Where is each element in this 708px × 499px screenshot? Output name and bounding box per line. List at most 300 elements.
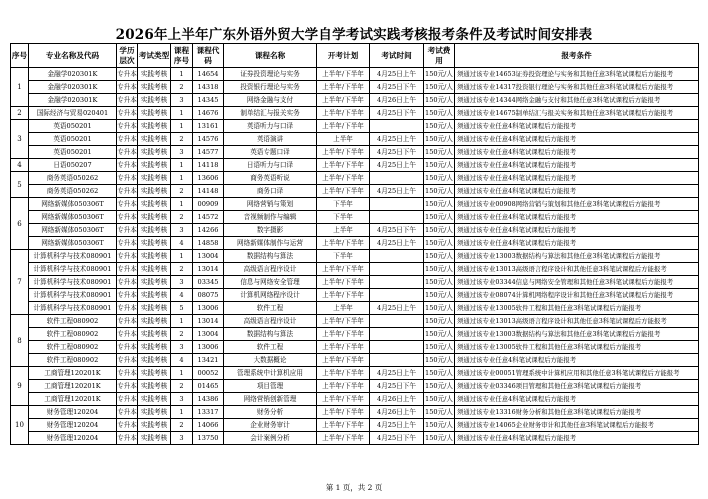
- course-no-cell: 3: [171, 276, 193, 289]
- time-cell: [370, 250, 424, 263]
- plan-cell: 上半年/下半年: [317, 172, 370, 185]
- time-cell: 4月25日上午: [370, 68, 424, 81]
- fee-cell: 150元/人: [424, 237, 455, 250]
- time-cell: 4月25日下午: [370, 432, 424, 445]
- course-no-cell: 1: [171, 159, 193, 172]
- plan-cell: 上半年/下半年: [317, 185, 370, 198]
- level-cell: 专升本: [117, 185, 138, 198]
- table-row: [11, 224, 699, 237]
- level-cell: 专升本: [117, 302, 138, 315]
- level-cell: 专升本: [117, 237, 138, 250]
- header-plan: 开考计划: [317, 44, 370, 68]
- seq-cell: 8: [11, 315, 29, 367]
- plan-cell: 上半年: [317, 302, 370, 315]
- type-cell: 实践考核: [138, 302, 171, 315]
- fee-cell: 150元/人: [424, 224, 455, 237]
- plan-cell: 上半年/下半年: [317, 94, 370, 107]
- fee-cell: 150元/人: [424, 328, 455, 341]
- course-name-cell: 制单结汇与报关实务: [224, 107, 317, 120]
- table-row: [11, 276, 699, 289]
- course-no-cell: 2: [171, 133, 193, 146]
- level-cell: 专升本: [117, 419, 138, 432]
- fee-cell: 150元/人: [424, 94, 455, 107]
- major-cell: 计算机科学与技术080901: [29, 263, 117, 276]
- fee-cell: 150元/人: [424, 380, 455, 393]
- table-row: [11, 367, 699, 380]
- fee-cell: 150元/人: [424, 250, 455, 263]
- course-code-cell: 14148: [193, 185, 224, 198]
- type-cell: 实践考核: [138, 328, 171, 341]
- fee-cell: 150元/人: [424, 276, 455, 289]
- major-cell: 网络新媒体050306T: [29, 211, 117, 224]
- header-seq: 序号: [11, 44, 29, 68]
- condition-cell: 须通过该专业任意4科笔试课程后方能报考: [455, 120, 699, 133]
- course-code-cell: 01465: [193, 380, 224, 393]
- fee-cell: 150元/人: [424, 211, 455, 224]
- seq-cell: 2: [11, 107, 29, 120]
- table-row: [11, 289, 699, 302]
- plan-cell: 上半年/下半年: [317, 276, 370, 289]
- plan-cell: 下半年: [317, 198, 370, 211]
- fee-cell: 150元/人: [424, 146, 455, 159]
- plan-cell: 上半年/下半年: [317, 146, 370, 159]
- fee-cell: 150元/人: [424, 172, 455, 185]
- type-cell: 实践考核: [138, 393, 171, 406]
- course-code-cell: 00909: [193, 198, 224, 211]
- condition-cell: 须通过该专业任意4科笔试课程后方能报考: [455, 146, 699, 159]
- course-name-cell: 日语听力与口译: [224, 159, 317, 172]
- course-no-cell: 1: [171, 315, 193, 328]
- condition-cell: 须通过该专业任意4科笔试课程后方能报考: [455, 432, 699, 445]
- seq-cell: 10: [11, 406, 29, 445]
- condition-cell: 须通过该专业14065企业财务审计和其他任意3科笔试课程后方能报考: [455, 419, 699, 432]
- course-no-cell: 1: [171, 250, 193, 263]
- time-cell: [370, 341, 424, 354]
- condition-cell: 须通过该专业13013高级语言程序设计和其他任意3科笔试课程后方能报考: [455, 263, 699, 276]
- table-row: [11, 354, 699, 367]
- type-cell: 实践考核: [138, 224, 171, 237]
- plan-cell: 上半年/下半年: [317, 419, 370, 432]
- course-code-cell: 14654: [193, 68, 224, 81]
- major-cell: 软件工程080902: [29, 354, 117, 367]
- level-cell: 专升本: [117, 94, 138, 107]
- level-cell: 专升本: [117, 146, 138, 159]
- header-time: 考试时间: [370, 44, 424, 68]
- time-cell: 4月25日上午: [370, 185, 424, 198]
- major-cell: 计算机科学与技术080901: [29, 250, 117, 263]
- time-cell: [370, 328, 424, 341]
- type-cell: 实践考核: [138, 211, 171, 224]
- major-cell: 软件工程080902: [29, 328, 117, 341]
- condition-cell: 须通过该专业14317投资银行理论与实务和其他任意3科笔试课程后方能报考: [455, 81, 699, 94]
- major-cell: 网络新媒体050306T: [29, 237, 117, 250]
- time-cell: 4月26日上午: [370, 406, 424, 419]
- level-cell: 专升本: [117, 224, 138, 237]
- major-cell: 商务英语050262: [29, 185, 117, 198]
- course-code-cell: 14577: [193, 146, 224, 159]
- level-cell: 专升本: [117, 341, 138, 354]
- major-cell: 英语050201: [29, 133, 117, 146]
- table-row: [11, 133, 699, 146]
- type-cell: 实践考核: [138, 354, 171, 367]
- condition-cell: 须通过该专业13013高级语言程序设计和其他任意3科笔试课程后方能报考: [455, 315, 699, 328]
- type-cell: 实践考核: [138, 94, 171, 107]
- table-body: [11, 68, 699, 445]
- plan-cell: 上半年/下半年: [317, 81, 370, 94]
- course-name-cell: 数据结构与算法: [224, 328, 317, 341]
- plan-cell: 下半年: [317, 250, 370, 263]
- course-code-cell: 14066: [193, 419, 224, 432]
- time-cell: 4月25日下午: [370, 107, 424, 120]
- course-no-cell: 1: [171, 107, 193, 120]
- major-cell: 计算机科学与技术080901: [29, 276, 117, 289]
- seq-cell: 4: [11, 159, 29, 172]
- type-cell: 实践考核: [138, 341, 171, 354]
- course-no-cell: 2: [171, 211, 193, 224]
- course-name-cell: 信息与网络安全管理: [224, 276, 317, 289]
- course-name-cell: 网络营销与策划: [224, 198, 317, 211]
- table-row: [11, 107, 699, 120]
- course-code-cell: 13006: [193, 302, 224, 315]
- course-name-cell: 英语演讲: [224, 133, 317, 146]
- type-cell: 实践考核: [138, 367, 171, 380]
- course-name-cell: 数据结构与算法: [224, 250, 317, 263]
- major-cell: 工商管理120201K: [29, 380, 117, 393]
- condition-cell: 须通过该专业任意4科笔试课程后方能报考: [455, 393, 699, 406]
- course-code-cell: 00052: [193, 367, 224, 380]
- major-cell: 网络新媒体050306T: [29, 198, 117, 211]
- level-cell: 专升本: [117, 211, 138, 224]
- table-row: [11, 81, 699, 94]
- time-cell: [370, 354, 424, 367]
- header-condition: 报考条件: [455, 44, 699, 68]
- plan-cell: 上半年/下半年: [317, 263, 370, 276]
- level-cell: 专升本: [117, 406, 138, 419]
- course-no-cell: 5: [171, 302, 193, 315]
- course-no-cell: 2: [171, 419, 193, 432]
- table-row: [11, 419, 699, 432]
- level-cell: 专升本: [117, 276, 138, 289]
- seq-cell: 7: [11, 250, 29, 315]
- major-cell: 财务管理120204: [29, 406, 117, 419]
- major-cell: 工商管理120201K: [29, 393, 117, 406]
- condition-cell: 须通过该专业任意4科笔试课程后方能报考: [455, 185, 699, 198]
- table-row: [11, 393, 699, 406]
- plan-cell: 上半年/下半年: [317, 393, 370, 406]
- type-cell: 实践考核: [138, 120, 171, 133]
- course-name-cell: 英语专题口译: [224, 146, 317, 159]
- condition-cell: 须通过该专业任意4科笔试课程后方能报考: [455, 159, 699, 172]
- course-code-cell: 13606: [193, 172, 224, 185]
- course-name-cell: 管理系统中计算机应用: [224, 367, 317, 380]
- plan-cell: 上半年/下半年: [317, 289, 370, 302]
- plan-cell: 上半年/下半年: [317, 159, 370, 172]
- condition-cell: 须通过该专业13005软件工程和其他任意3科笔试课程后方能报考: [455, 302, 699, 315]
- condition-cell: 须通过该专业03344信息与网络安全管理和其他任意3科笔试课程后方能报考: [455, 276, 699, 289]
- type-cell: 实践考核: [138, 237, 171, 250]
- table-row: [11, 120, 699, 133]
- plan-cell: 上半年: [317, 133, 370, 146]
- level-cell: 专升本: [117, 432, 138, 445]
- course-name-cell: 高级语言程序设计: [224, 263, 317, 276]
- fee-cell: 150元/人: [424, 198, 455, 211]
- course-code-cell: 13421: [193, 354, 224, 367]
- table-row: [11, 172, 699, 185]
- time-cell: 4月25日下午: [370, 224, 424, 237]
- course-name-cell: 企业财务审计: [224, 419, 317, 432]
- level-cell: 专升本: [117, 380, 138, 393]
- course-name-cell: 财务分析: [224, 406, 317, 419]
- table-row: [11, 198, 699, 211]
- level-cell: 专升本: [117, 367, 138, 380]
- condition-cell: 须通过该专业14344网络金融与支付和其他任意3科笔试课程后方能报考: [455, 94, 699, 107]
- course-name-cell: 软件工程: [224, 302, 317, 315]
- type-cell: 实践考核: [138, 289, 171, 302]
- major-cell: 工商管理120201K: [29, 367, 117, 380]
- course-name-cell: 计算机网络程序设计: [224, 289, 317, 302]
- plan-cell: 上半年/下半年: [317, 315, 370, 328]
- major-cell: 金融学020301K: [29, 68, 117, 81]
- time-cell: 4月25日上午: [370, 302, 424, 315]
- course-name-cell: 高级语言程序设计: [224, 315, 317, 328]
- course-no-cell: 4: [171, 289, 193, 302]
- course-no-cell: 4: [171, 354, 193, 367]
- course-no-cell: 3: [171, 146, 193, 159]
- condition-cell: 须通过该专业13003数据结构与算法和其他任意3科笔试课程后方能报考: [455, 328, 699, 341]
- level-cell: 专升本: [117, 315, 138, 328]
- condition-cell: 须通过该专业13003数据结构与算法和其他任意3科笔试课程后方能报考: [455, 250, 699, 263]
- header-type: 考试类型: [138, 44, 171, 68]
- plan-cell: 上半年/下半年: [317, 120, 370, 133]
- major-cell: 英语050201: [29, 146, 117, 159]
- condition-cell: 须通过该专业00051管理系统中计算机应用和其他任意3科笔试课程后方能报考: [455, 367, 699, 380]
- fee-cell: 150元/人: [424, 354, 455, 367]
- course-code-cell: 14345: [193, 94, 224, 107]
- course-no-cell: 4: [171, 237, 193, 250]
- plan-cell: 上半年/下半年: [317, 354, 370, 367]
- level-cell: 专升本: [117, 393, 138, 406]
- major-cell: 计算机科学与技术080901: [29, 289, 117, 302]
- course-no-cell: 2: [171, 380, 193, 393]
- time-cell: 4月26日上午: [370, 393, 424, 406]
- major-cell: 商务英语050262: [29, 172, 117, 185]
- course-name-cell: 投资银行理论与实务: [224, 81, 317, 94]
- course-name-cell: 数字摄影: [224, 224, 317, 237]
- condition-cell: 须通过该专业任意4科笔试课程后方能报考: [455, 172, 699, 185]
- plan-cell: 上半年/下半年: [317, 237, 370, 250]
- type-cell: 实践考核: [138, 276, 171, 289]
- time-cell: [370, 172, 424, 185]
- seq-cell: 6: [11, 198, 29, 250]
- course-name-cell: 网络营销创新管理: [224, 393, 317, 406]
- level-cell: 专升本: [117, 133, 138, 146]
- course-no-cell: 1: [171, 172, 193, 185]
- fee-cell: 150元/人: [424, 289, 455, 302]
- table-row: [11, 159, 699, 172]
- time-cell: 4月25日下午: [370, 81, 424, 94]
- fee-cell: 150元/人: [424, 120, 455, 133]
- major-cell: 金融学020301K: [29, 94, 117, 107]
- condition-cell: 须通过该专业13316财务分析和其他任意3科笔试课程后方能报考: [455, 406, 699, 419]
- exam-schedule-table: [10, 43, 699, 445]
- table-row: [11, 250, 699, 263]
- plan-cell: 上半年/下半年: [317, 367, 370, 380]
- time-cell: 4月26日上午: [370, 94, 424, 107]
- type-cell: 实践考核: [138, 380, 171, 393]
- condition-cell: 须通过该专业03346项目管理和其他任意3科笔试课程后方能报考: [455, 380, 699, 393]
- fee-cell: 150元/人: [424, 81, 455, 94]
- level-cell: 专升本: [117, 120, 138, 133]
- level-cell: 专升本: [117, 107, 138, 120]
- header-major: 专业名称及代码: [29, 44, 117, 68]
- course-no-cell: 1: [171, 120, 193, 133]
- course-name-cell: 商务英语听说: [224, 172, 317, 185]
- course-code-cell: 14318: [193, 81, 224, 94]
- time-cell: [370, 198, 424, 211]
- level-cell: 专升本: [117, 198, 138, 211]
- time-cell: 4月25日上午: [370, 133, 424, 146]
- table-row: [11, 380, 699, 393]
- table-header-row: [11, 44, 699, 68]
- table-row: [11, 68, 699, 81]
- course-no-cell: 3: [171, 393, 193, 406]
- course-no-cell: 2: [171, 263, 193, 276]
- seq-cell: 9: [11, 367, 29, 406]
- course-name-cell: 网络金融与支付: [224, 94, 317, 107]
- fee-cell: 150元/人: [424, 302, 455, 315]
- course-code-cell: 13317: [193, 406, 224, 419]
- course-code-cell: 13004: [193, 250, 224, 263]
- course-no-cell: 3: [171, 224, 193, 237]
- major-cell: 金融学020301K: [29, 81, 117, 94]
- fee-cell: 150元/人: [424, 432, 455, 445]
- header-fee: 考试费用: [424, 44, 455, 68]
- header-course-no: 课程序号: [171, 44, 193, 68]
- course-no-cell: 1: [171, 406, 193, 419]
- course-code-cell: 13161: [193, 120, 224, 133]
- level-cell: 专升本: [117, 263, 138, 276]
- level-cell: 专升本: [117, 172, 138, 185]
- table-row: [11, 341, 699, 354]
- plan-cell: 上半年/下半年: [317, 107, 370, 120]
- table-row: [11, 94, 699, 107]
- major-cell: 软件工程080902: [29, 341, 117, 354]
- course-name-cell: 项目管理: [224, 380, 317, 393]
- major-cell: 网络新媒体050306T: [29, 224, 117, 237]
- type-cell: 实践考核: [138, 146, 171, 159]
- plan-cell: 上半年/下半年: [317, 432, 370, 445]
- course-code-cell: 03345: [193, 276, 224, 289]
- type-cell: 实践考核: [138, 419, 171, 432]
- fee-cell: 150元/人: [424, 263, 455, 276]
- time-cell: 4月25日上午: [370, 419, 424, 432]
- fee-cell: 150元/人: [424, 315, 455, 328]
- course-code-cell: 14576: [193, 133, 224, 146]
- course-code-cell: 14266: [193, 224, 224, 237]
- time-cell: [370, 211, 424, 224]
- course-name-cell: 英语听力与口译: [224, 120, 317, 133]
- table-row: [11, 185, 699, 198]
- type-cell: 实践考核: [138, 250, 171, 263]
- fee-cell: 150元/人: [424, 68, 455, 81]
- plan-cell: 上半年/下半年: [317, 380, 370, 393]
- fee-cell: 150元/人: [424, 107, 455, 120]
- table-row: [11, 263, 699, 276]
- table-row: [11, 315, 699, 328]
- time-cell: 4月25日上午: [370, 159, 424, 172]
- major-cell: 日语050207: [29, 159, 117, 172]
- fee-cell: 150元/人: [424, 406, 455, 419]
- type-cell: 实践考核: [138, 432, 171, 445]
- major-cell: 软件工程080902: [29, 315, 117, 328]
- condition-cell: 须通过该专业08074计算机网络程序设计和其他任意3科笔试课程后方能报考: [455, 289, 699, 302]
- plan-cell: 上半年/下半年: [317, 328, 370, 341]
- fee-cell: 150元/人: [424, 133, 455, 146]
- type-cell: 实践考核: [138, 133, 171, 146]
- seq-cell: 5: [11, 172, 29, 198]
- fee-cell: 150元/人: [424, 419, 455, 432]
- fee-cell: 150元/人: [424, 341, 455, 354]
- course-name-cell: 网络新媒体制作与运营: [224, 237, 317, 250]
- level-cell: 专升本: [117, 250, 138, 263]
- course-no-cell: 3: [171, 432, 193, 445]
- level-cell: 专升本: [117, 328, 138, 341]
- course-no-cell: 3: [171, 341, 193, 354]
- time-cell: 4月25日下午: [370, 146, 424, 159]
- header-course-code: 课程代码: [193, 44, 224, 68]
- course-code-cell: 13004: [193, 328, 224, 341]
- course-code-cell: 14676: [193, 107, 224, 120]
- time-cell: 4月25日上午: [370, 367, 424, 380]
- course-no-cell: 3: [171, 94, 193, 107]
- plan-cell: 下半年: [317, 211, 370, 224]
- major-cell: 财务管理120204: [29, 419, 117, 432]
- table-row: [11, 211, 699, 224]
- time-cell: [370, 315, 424, 328]
- type-cell: 实践考核: [138, 198, 171, 211]
- type-cell: 实践考核: [138, 81, 171, 94]
- condition-cell: 须通过该专业任意4科笔试课程后方能报考: [455, 133, 699, 146]
- header-course-name: 课程名称: [224, 44, 317, 68]
- level-cell: 专升本: [117, 68, 138, 81]
- type-cell: 实践考核: [138, 185, 171, 198]
- type-cell: 实践考核: [138, 406, 171, 419]
- condition-cell: 须通过该专业13005软件工程和其他任意3科笔试课程后方能报考: [455, 341, 699, 354]
- course-name-cell: 商务口译: [224, 185, 317, 198]
- type-cell: 实践考核: [138, 263, 171, 276]
- course-name-cell: 会计案例分析: [224, 432, 317, 445]
- type-cell: 实践考核: [138, 159, 171, 172]
- header-level: 学历层次: [117, 44, 138, 68]
- time-cell: [370, 120, 424, 133]
- major-cell: 国际经济与贸易020401: [29, 107, 117, 120]
- level-cell: 专升本: [117, 81, 138, 94]
- seq-cell: 1: [11, 68, 29, 107]
- type-cell: 实践考核: [138, 315, 171, 328]
- time-cell: [370, 263, 424, 276]
- course-code-cell: 13014: [193, 315, 224, 328]
- course-code-cell: 14858: [193, 237, 224, 250]
- time-cell: [370, 276, 424, 289]
- course-name-cell: 大数据概论: [224, 354, 317, 367]
- major-cell: 英语050201: [29, 120, 117, 133]
- time-cell: 4月25日下午: [370, 380, 424, 393]
- level-cell: 专升本: [117, 354, 138, 367]
- course-no-cell: 1: [171, 68, 193, 81]
- condition-cell: 须通过该专业14653证券投资理论与实务和其他任意3科笔试课程后方能报考: [455, 68, 699, 81]
- course-code-cell: 08075: [193, 289, 224, 302]
- course-no-cell: 2: [171, 185, 193, 198]
